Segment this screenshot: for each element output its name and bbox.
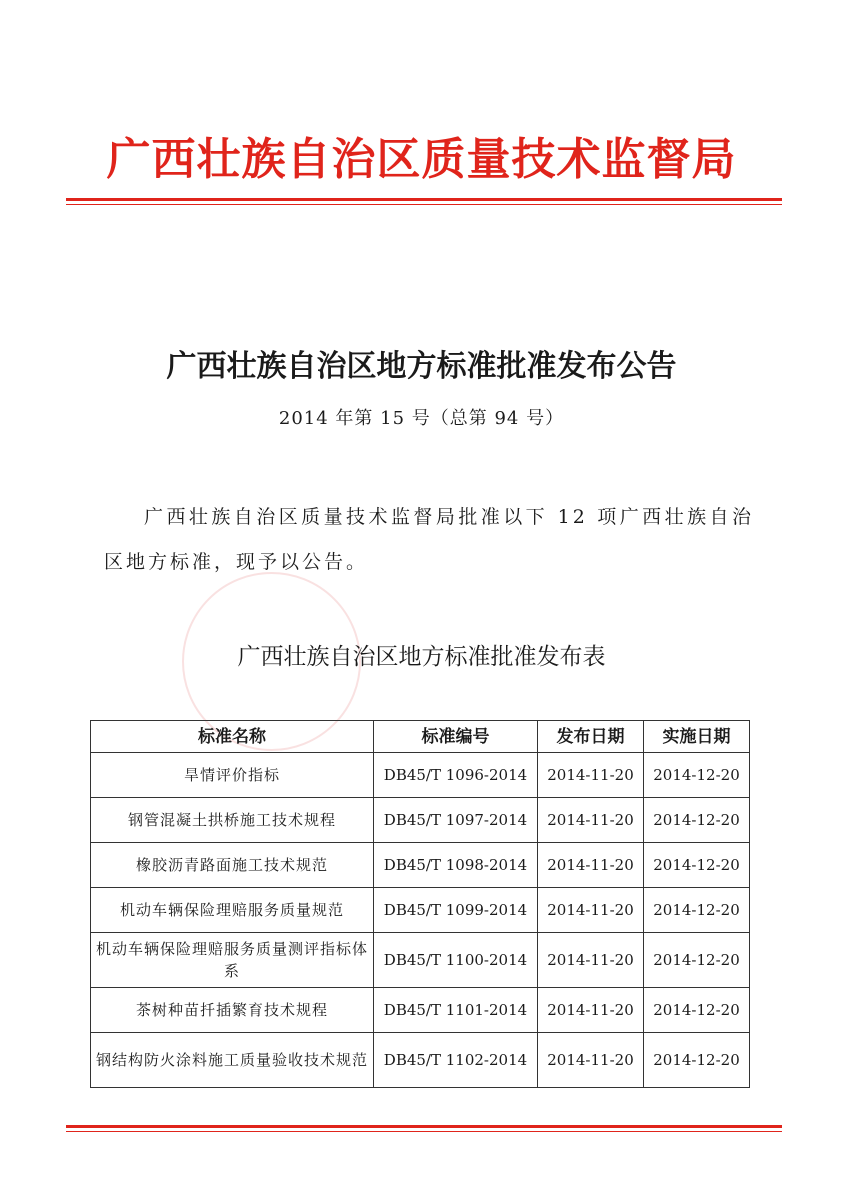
- publish-date: 2014-11-20: [538, 888, 644, 933]
- effective-date: 2014-12-20: [644, 753, 750, 798]
- header-cell-publish-date: 发布日期: [538, 721, 644, 753]
- org-header: 广西壮族自治区质量技术监督局: [106, 134, 737, 185]
- standard-code: DB45/T 1097-2014: [374, 798, 538, 843]
- publish-date: 2014-11-20: [538, 988, 644, 1033]
- standard-name: 钢结构防火涂料施工质量验收技术规范: [91, 1033, 374, 1088]
- standard-name: 钢管混凝土拱桥施工技术规程: [91, 798, 374, 843]
- standard-name: 橡胶沥青路面施工技术规范: [91, 843, 374, 888]
- standard-name: 机动车辆保险理赔服务质量测评指标体系: [91, 933, 374, 988]
- standard-name: 机动车辆保险理赔服务质量规范: [91, 888, 374, 933]
- standard-code: DB45/T 1102-2014: [374, 1033, 538, 1088]
- table-row: [91, 1033, 750, 1088]
- table-row: [91, 753, 750, 798]
- effective-date: 2014-12-20: [644, 1033, 750, 1088]
- table-row: [91, 843, 750, 888]
- header-cell-code: 标准编号: [374, 721, 538, 753]
- standards-table: [90, 720, 750, 1088]
- header-cell-effective-date: 实施日期: [644, 721, 750, 753]
- publish-date: 2014-11-20: [538, 798, 644, 843]
- notice-number: 2014 年第 15 号（总第 94 号）: [278, 408, 565, 429]
- effective-date: 2014-12-20: [644, 933, 750, 988]
- table-row: [91, 988, 750, 1033]
- standard-name: 茶树种苗扦插繁育技术规程: [91, 988, 374, 1033]
- header-cell-name: 标准名称: [91, 721, 374, 753]
- effective-date: 2014-12-20: [644, 988, 750, 1033]
- standard-name: 旱情评价指标: [91, 753, 374, 798]
- effective-date: 2014-12-20: [644, 888, 750, 933]
- effective-date: 2014-12-20: [644, 843, 750, 888]
- table-row: [91, 933, 750, 988]
- publish-date: 2014-11-20: [538, 1033, 644, 1088]
- notice-body: 广西壮族自治区质量技术监督局批准以下 12 项广西壮族自治区地方标准，现予以公告。: [104, 506, 754, 573]
- table-title: 广西壮族自治区地方标准批准发布表: [237, 644, 606, 670]
- standard-code: DB45/T 1098-2014: [374, 843, 538, 888]
- header-rule-thin: [66, 204, 782, 205]
- table-row: [91, 798, 750, 843]
- effective-date: 2014-12-20: [644, 798, 750, 843]
- table-header-row: [91, 721, 750, 753]
- footer-rule-thick: [66, 1125, 782, 1128]
- standard-code: DB45/T 1099-2014: [374, 888, 538, 933]
- notice-title: 广西壮族自治区地方标准批准发布公告: [166, 349, 677, 384]
- table-row: [91, 888, 750, 933]
- publish-date: 2014-11-20: [538, 933, 644, 988]
- standard-code: DB45/T 1100-2014: [374, 933, 538, 988]
- standard-code: DB45/T 1096-2014: [374, 753, 538, 798]
- publish-date: 2014-11-20: [538, 753, 644, 798]
- publish-date: 2014-11-20: [538, 843, 644, 888]
- header-rule-thick: [66, 198, 782, 201]
- footer-rule-thin: [66, 1131, 782, 1132]
- standard-code: DB45/T 1101-2014: [374, 988, 538, 1033]
